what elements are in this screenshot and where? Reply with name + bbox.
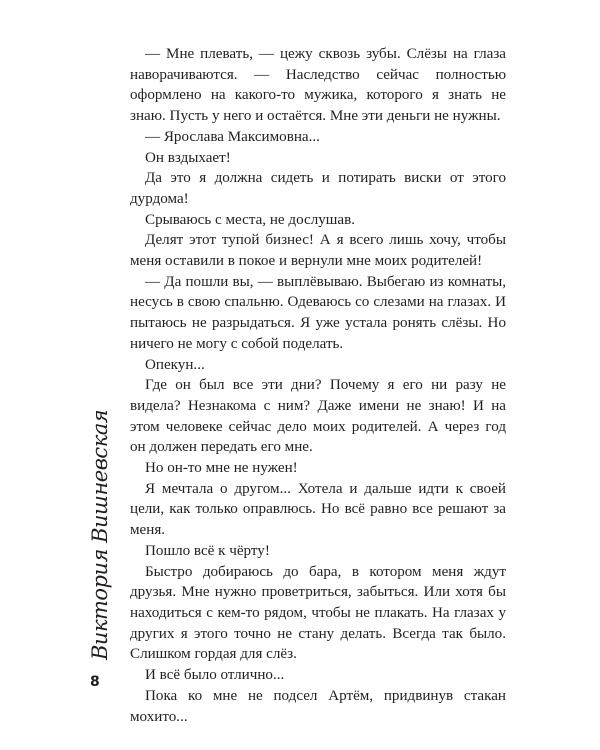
paragraph: — Мне плевать, — цежу сквозь зубы. Слёзы на глаза наворачиваются. — Наследство сейчас полностью оформлено на какого-то мужика, которого я знать не знаю. Пусть у него и остаётся. Мне эти деньги не нужны. [130,46,506,125]
paragraph: Я мечтала о другом... Хотела и дальше идти к своей цели, как только оправлюсь. Но всё равно все решают за меня. [130,480,506,539]
paragraph: Где он был все эти дни? Почему я его ни разу не видела? Незнакома с ним? Даже имени не знаю! И на этом человеке сейчас дело моих родителей. А через год он должен передать его мне. [130,377,506,456]
paragraph: Быстро добираюсь до бара, в котором меня ждут друзья. Мне нужно проветриться, забыться. Или хотя бы находиться с кем-то рядом, чтобы не плакать. На глазах у других я этого точно не стану делать. Всегда так было. Слишком гордая для слёз. [130,563,506,663]
paragraph: — Да пошли вы, — выплёвываю. Выбегаю из комнаты, несусь в свою спальню. Одеваюсь со слезами на глазах. И пытаюсь не разрыдаться. Я уже устала ронять слёзы. Но ничего не могу с собой поделать. [130,273,506,352]
page-text [130,44,506,727]
paragraph: Он вздыхает! [145,149,231,166]
paragraph: Опекун... [145,356,205,373]
paragraph: Но он-то мне не нужен! [145,460,298,477]
paragraph: Делят этот тупой бизнес! А я всего лишь хочу, чтобы меня оставили в покое и вернули мне моих родителей! [130,232,506,270]
paragraph: — Ярослава Максимовна... [145,128,320,145]
paragraph: Пока ко мне не подсел Артём, придвинув стакан мохито... [130,687,506,725]
paragraph: Пошло всё к чёрту! [145,542,270,559]
paragraph: И всё было отлично... [145,667,285,684]
author-signature: Виктория Вишневская [88,409,112,660]
page-number: 8 [90,674,100,690]
paragraph: Срываюсь с места, не дослушав. [145,211,355,228]
paragraph: Да это я должна сидеть и потирать виски от этого дурдома! [130,170,506,207]
